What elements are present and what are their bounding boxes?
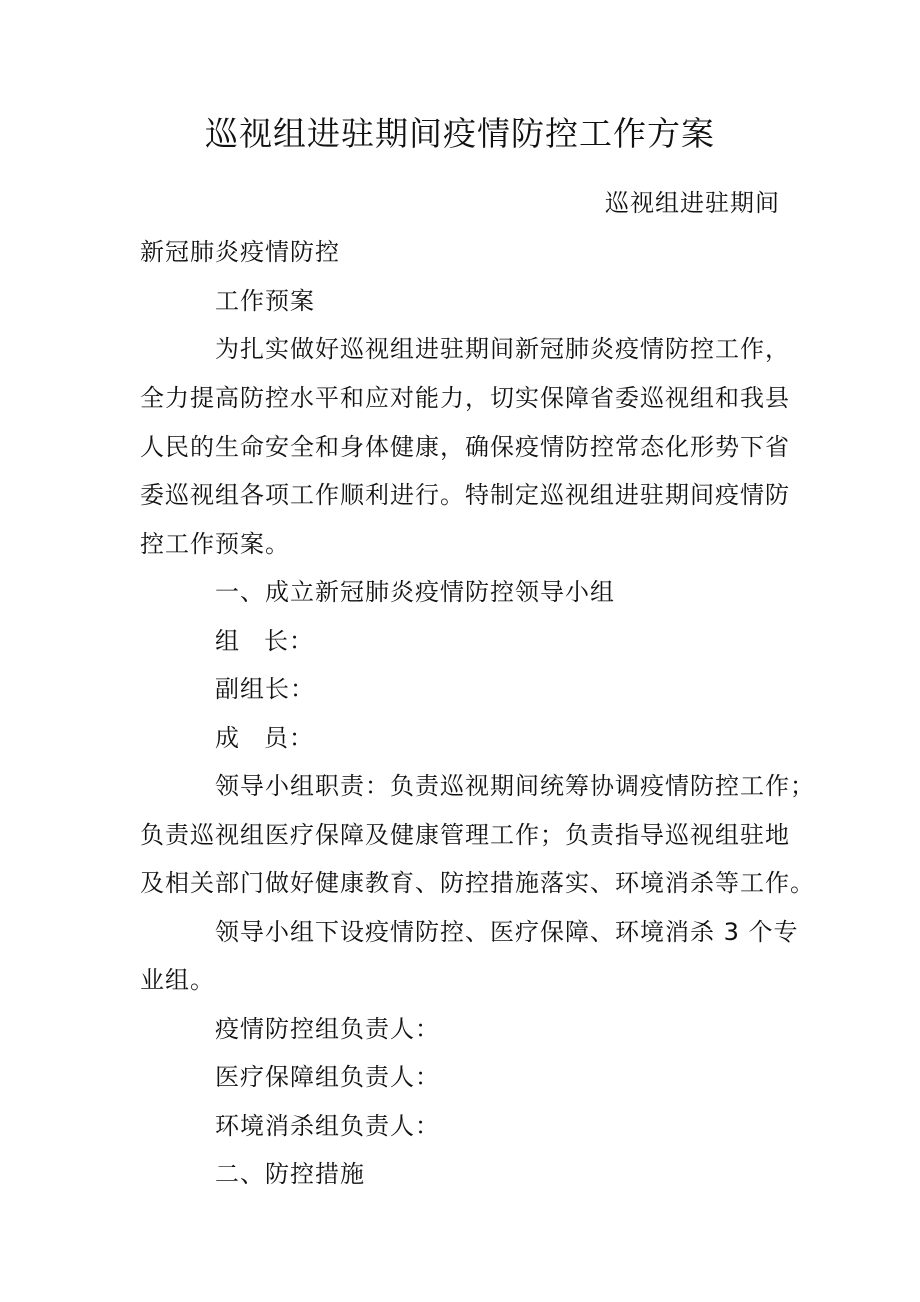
subgroups-line-2: 业组。 bbox=[140, 966, 215, 994]
document-title: 巡视组进驻期间疫情防控工作方案 bbox=[205, 114, 715, 153]
intro-line-2: 全力提高防控水平和应对能力，切实保障省委巡视组和我县 bbox=[140, 384, 790, 412]
duties-line-3: 及相关部门做好健康教育、防控措施落实、环境消杀等工作。 bbox=[140, 869, 815, 897]
responsible-epidemic: 疫情防控组负责人： bbox=[215, 1015, 440, 1043]
intro-line-3: 人民的生命安全和身体健康，确保疫情防控常态化形势下省 bbox=[140, 433, 790, 461]
subtitle-right: 巡视组进驻期间 bbox=[605, 189, 780, 217]
subtitle-line-2: 新冠肺炎疫情防控 bbox=[140, 238, 340, 266]
subgroups-line-1: 领导小组下设疫情防控、医疗保障、环境消杀 3 个专 bbox=[215, 918, 799, 946]
intro-line-4: 委巡视组各项工作顺利进行。特制定巡视组进驻期间疫情防 bbox=[140, 481, 790, 509]
duties-line-2: 负责巡视组医疗保障及健康管理工作；负责指导巡视组驻地 bbox=[140, 821, 790, 849]
duties-line-1: 领导小组职责：负责巡视期间统筹协调疫情防控工作； bbox=[215, 772, 815, 800]
section-1-heading: 一、成立新冠肺炎疫情防控领导小组 bbox=[215, 578, 615, 606]
intro-line-5: 控工作预案。 bbox=[140, 530, 290, 558]
deputy-line: 副组长： bbox=[215, 675, 315, 703]
leader-label-a: 组 bbox=[215, 627, 240, 655]
member-line bbox=[215, 721, 314, 755]
intro-line-1: 为扎实做好巡视组进驻期间新冠肺炎疫情防控工作， bbox=[215, 335, 790, 363]
subtitle-line-3: 工作预案 bbox=[215, 287, 315, 315]
leader-line bbox=[215, 624, 314, 658]
section-2-heading: 二、防控措施 bbox=[215, 1160, 365, 1188]
member-label-b: 员： bbox=[264, 724, 314, 752]
responsible-medical: 医疗保障组负责人： bbox=[215, 1063, 440, 1091]
member-label-a: 成 bbox=[215, 724, 240, 752]
responsible-disinfection: 环境消杀组负责人： bbox=[215, 1112, 440, 1140]
leader-label-b: 长： bbox=[264, 627, 314, 655]
